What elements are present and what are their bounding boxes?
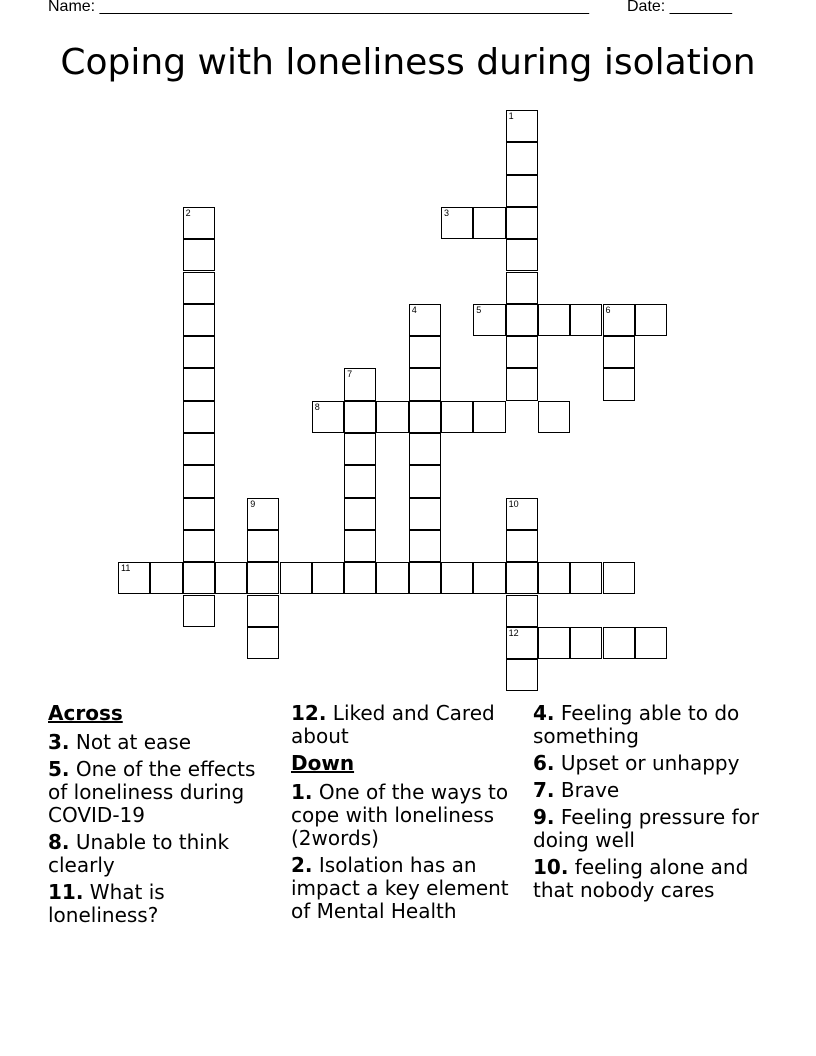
crossword-cell[interactable]: [506, 207, 538, 239]
crossword-cell[interactable]: [215, 562, 247, 594]
cell-number: 11: [121, 563, 131, 574]
clue-down-1: [291, 781, 527, 850]
crossword-cell[interactable]: [506, 530, 538, 562]
cell-number: 7: [347, 369, 353, 380]
clue-number: 9.: [533, 805, 555, 829]
crossword-cell[interactable]: [183, 368, 215, 400]
cell-number: 6: [605, 304, 611, 315]
crossword-cell[interactable]: [183, 207, 215, 239]
crossword-cell[interactable]: [150, 562, 182, 594]
name-field-label[interactable]: Name: _______________________________________________________: [48, 0, 589, 15]
crossword-cell[interactable]: [603, 336, 635, 368]
crossword-cell[interactable]: [183, 433, 215, 465]
crossword-cell[interactable]: [183, 530, 215, 562]
clue-down-6: [533, 752, 769, 775]
clues-column-1: [48, 702, 280, 931]
crossword-cell[interactable]: [409, 562, 441, 594]
crossword-cell[interactable]: [506, 142, 538, 174]
crossword-cell[interactable]: [506, 498, 538, 530]
crossword-cell[interactable]: [603, 562, 635, 594]
clue-text: Feeling pressure for doing well: [533, 805, 759, 852]
clue-text: Unable to think clearly: [48, 830, 230, 877]
crossword-cell[interactable]: [183, 595, 215, 627]
crossword-cell[interactable]: [247, 530, 279, 562]
crossword-cell[interactable]: [344, 433, 376, 465]
clue-down-10: [533, 856, 769, 902]
crossword-cell[interactable]: [344, 368, 376, 400]
crossword-cell[interactable]: [506, 110, 538, 142]
crossword-cell[interactable]: [506, 304, 538, 336]
clue-number: 2.: [291, 853, 313, 877]
clue-across-8: [48, 831, 280, 877]
crossword-cell[interactable]: [506, 659, 538, 691]
crossword-cell[interactable]: [409, 530, 441, 562]
clue-number: 8.: [48, 830, 70, 854]
crossword-cell[interactable]: [183, 401, 215, 433]
clue-across-5: [48, 758, 280, 827]
page-title: Coping with loneliness during isolation: [60, 42, 756, 83]
crossword-cell[interactable]: [538, 627, 570, 659]
crossword-cell[interactable]: [506, 595, 538, 627]
crossword-cell[interactable]: [247, 562, 279, 594]
crossword-cell[interactable]: [376, 562, 408, 594]
cell-number: 8: [314, 401, 320, 412]
crossword-cell[interactable]: [603, 627, 635, 659]
cell-number: 3: [444, 207, 450, 218]
cell-number: 9: [250, 498, 256, 509]
crossword-cell[interactable]: [441, 562, 473, 594]
crossword-cell[interactable]: [344, 465, 376, 497]
crossword-cell[interactable]: [538, 562, 570, 594]
crossword-cell[interactable]: [441, 401, 473, 433]
clue-text: Brave: [554, 778, 620, 802]
crossword-cell[interactable]: [409, 336, 441, 368]
crossword-cell[interactable]: [247, 498, 279, 530]
crossword-cell[interactable]: [409, 368, 441, 400]
clue-number: 3.: [48, 730, 70, 754]
crossword-cell[interactable]: [635, 627, 667, 659]
clues-column-3: [533, 702, 769, 906]
clue-number: 5.: [48, 757, 70, 781]
crossword-cell[interactable]: [409, 433, 441, 465]
clue-text: One of the effects of loneliness during COVID-19: [48, 757, 256, 827]
crossword-cell[interactable]: [441, 207, 473, 239]
crossword-cell[interactable]: [376, 401, 408, 433]
across-heading: Across: [48, 701, 123, 725]
crossword-cell[interactable]: [603, 304, 635, 336]
clues-column-2: [291, 702, 527, 927]
crossword-cell[interactable]: [312, 562, 344, 594]
cell-number: 12: [508, 627, 519, 638]
crossword-cell[interactable]: [344, 498, 376, 530]
crossword-cell[interactable]: [473, 562, 505, 594]
crossword-cell[interactable]: [409, 304, 441, 336]
crossword-cell[interactable]: [473, 207, 505, 239]
crossword-cell[interactable]: [247, 627, 279, 659]
crossword-cell[interactable]: [247, 595, 279, 627]
crossword-cell[interactable]: [344, 530, 376, 562]
crossword-cell[interactable]: [506, 175, 538, 207]
clue-number: 12.: [291, 701, 327, 725]
clue-down-7: [533, 779, 769, 802]
crossword-cell[interactable]: [538, 401, 570, 433]
crossword-cell[interactable]: [183, 465, 215, 497]
crossword-cell[interactable]: [506, 562, 538, 594]
crossword-cell[interactable]: [312, 401, 344, 433]
crossword-cell[interactable]: [409, 401, 441, 433]
crossword-cell[interactable]: [570, 304, 602, 336]
crossword-cell[interactable]: [506, 627, 538, 659]
crossword-cell[interactable]: [473, 304, 505, 336]
clue-text: Not at ease: [69, 730, 192, 754]
crossword-cell[interactable]: [344, 562, 376, 594]
crossword-cell[interactable]: [603, 368, 635, 400]
clue-text: What is loneliness?: [48, 880, 165, 927]
crossword-cell[interactable]: [183, 336, 215, 368]
crossword-cell[interactable]: [506, 368, 538, 400]
clue-down-4: [533, 702, 769, 748]
cell-number: 1: [508, 111, 514, 121]
crossword-cell[interactable]: [506, 336, 538, 368]
clue-number: 10.: [533, 855, 569, 879]
clue-down-2: [291, 854, 527, 923]
crossword-cell[interactable]: [183, 304, 215, 336]
clue-text: Liked and Cared about: [291, 701, 495, 748]
crossword-cell[interactable]: [183, 562, 215, 594]
crossword-cell[interactable]: [409, 498, 441, 530]
cell-number: 10: [508, 498, 519, 509]
crossword-cell[interactable]: [344, 401, 376, 433]
clue-text: feeling alone and that nobody cares: [533, 855, 749, 902]
crossword-cell[interactable]: [570, 562, 602, 594]
crossword-cell[interactable]: [538, 304, 570, 336]
crossword-cell[interactable]: [409, 465, 441, 497]
cell-number: 4: [411, 304, 417, 315]
clue-across-11: [48, 881, 280, 927]
crossword-cell[interactable]: [280, 562, 312, 594]
clue-text: One of the ways to cope with loneliness (2words): [291, 780, 509, 850]
crossword-cell[interactable]: [570, 627, 602, 659]
crossword-cell[interactable]: [183, 272, 215, 304]
crossword-cell[interactable]: [118, 562, 150, 594]
clue-number: 11.: [48, 880, 84, 904]
crossword-cell[interactable]: [183, 498, 215, 530]
clue-across-3: [48, 731, 280, 754]
crossword-cell[interactable]: [183, 239, 215, 271]
crossword-cell[interactable]: [635, 304, 667, 336]
crossword-cell[interactable]: [506, 239, 538, 271]
clue-text: Upset or unhappy: [554, 751, 740, 775]
crossword-cell[interactable]: [473, 401, 505, 433]
clue-down-9: [533, 806, 769, 852]
clue-number: 4.: [533, 701, 555, 725]
clue-number: 6.: [533, 751, 555, 775]
clue-across-12: [291, 702, 527, 748]
clue-number: 7.: [533, 778, 555, 802]
date-field-label[interactable]: Date: _______: [627, 0, 732, 15]
cell-number: 5: [476, 304, 482, 315]
crossword-cell[interactable]: [506, 272, 538, 304]
clue-text: Isolation has an impact a key element of Mental Health: [291, 853, 509, 923]
down-heading: Down: [291, 751, 355, 775]
cell-number: 2: [185, 207, 191, 218]
clue-number: 1.: [291, 780, 313, 804]
clue-text: Feeling able to do something: [533, 701, 740, 748]
